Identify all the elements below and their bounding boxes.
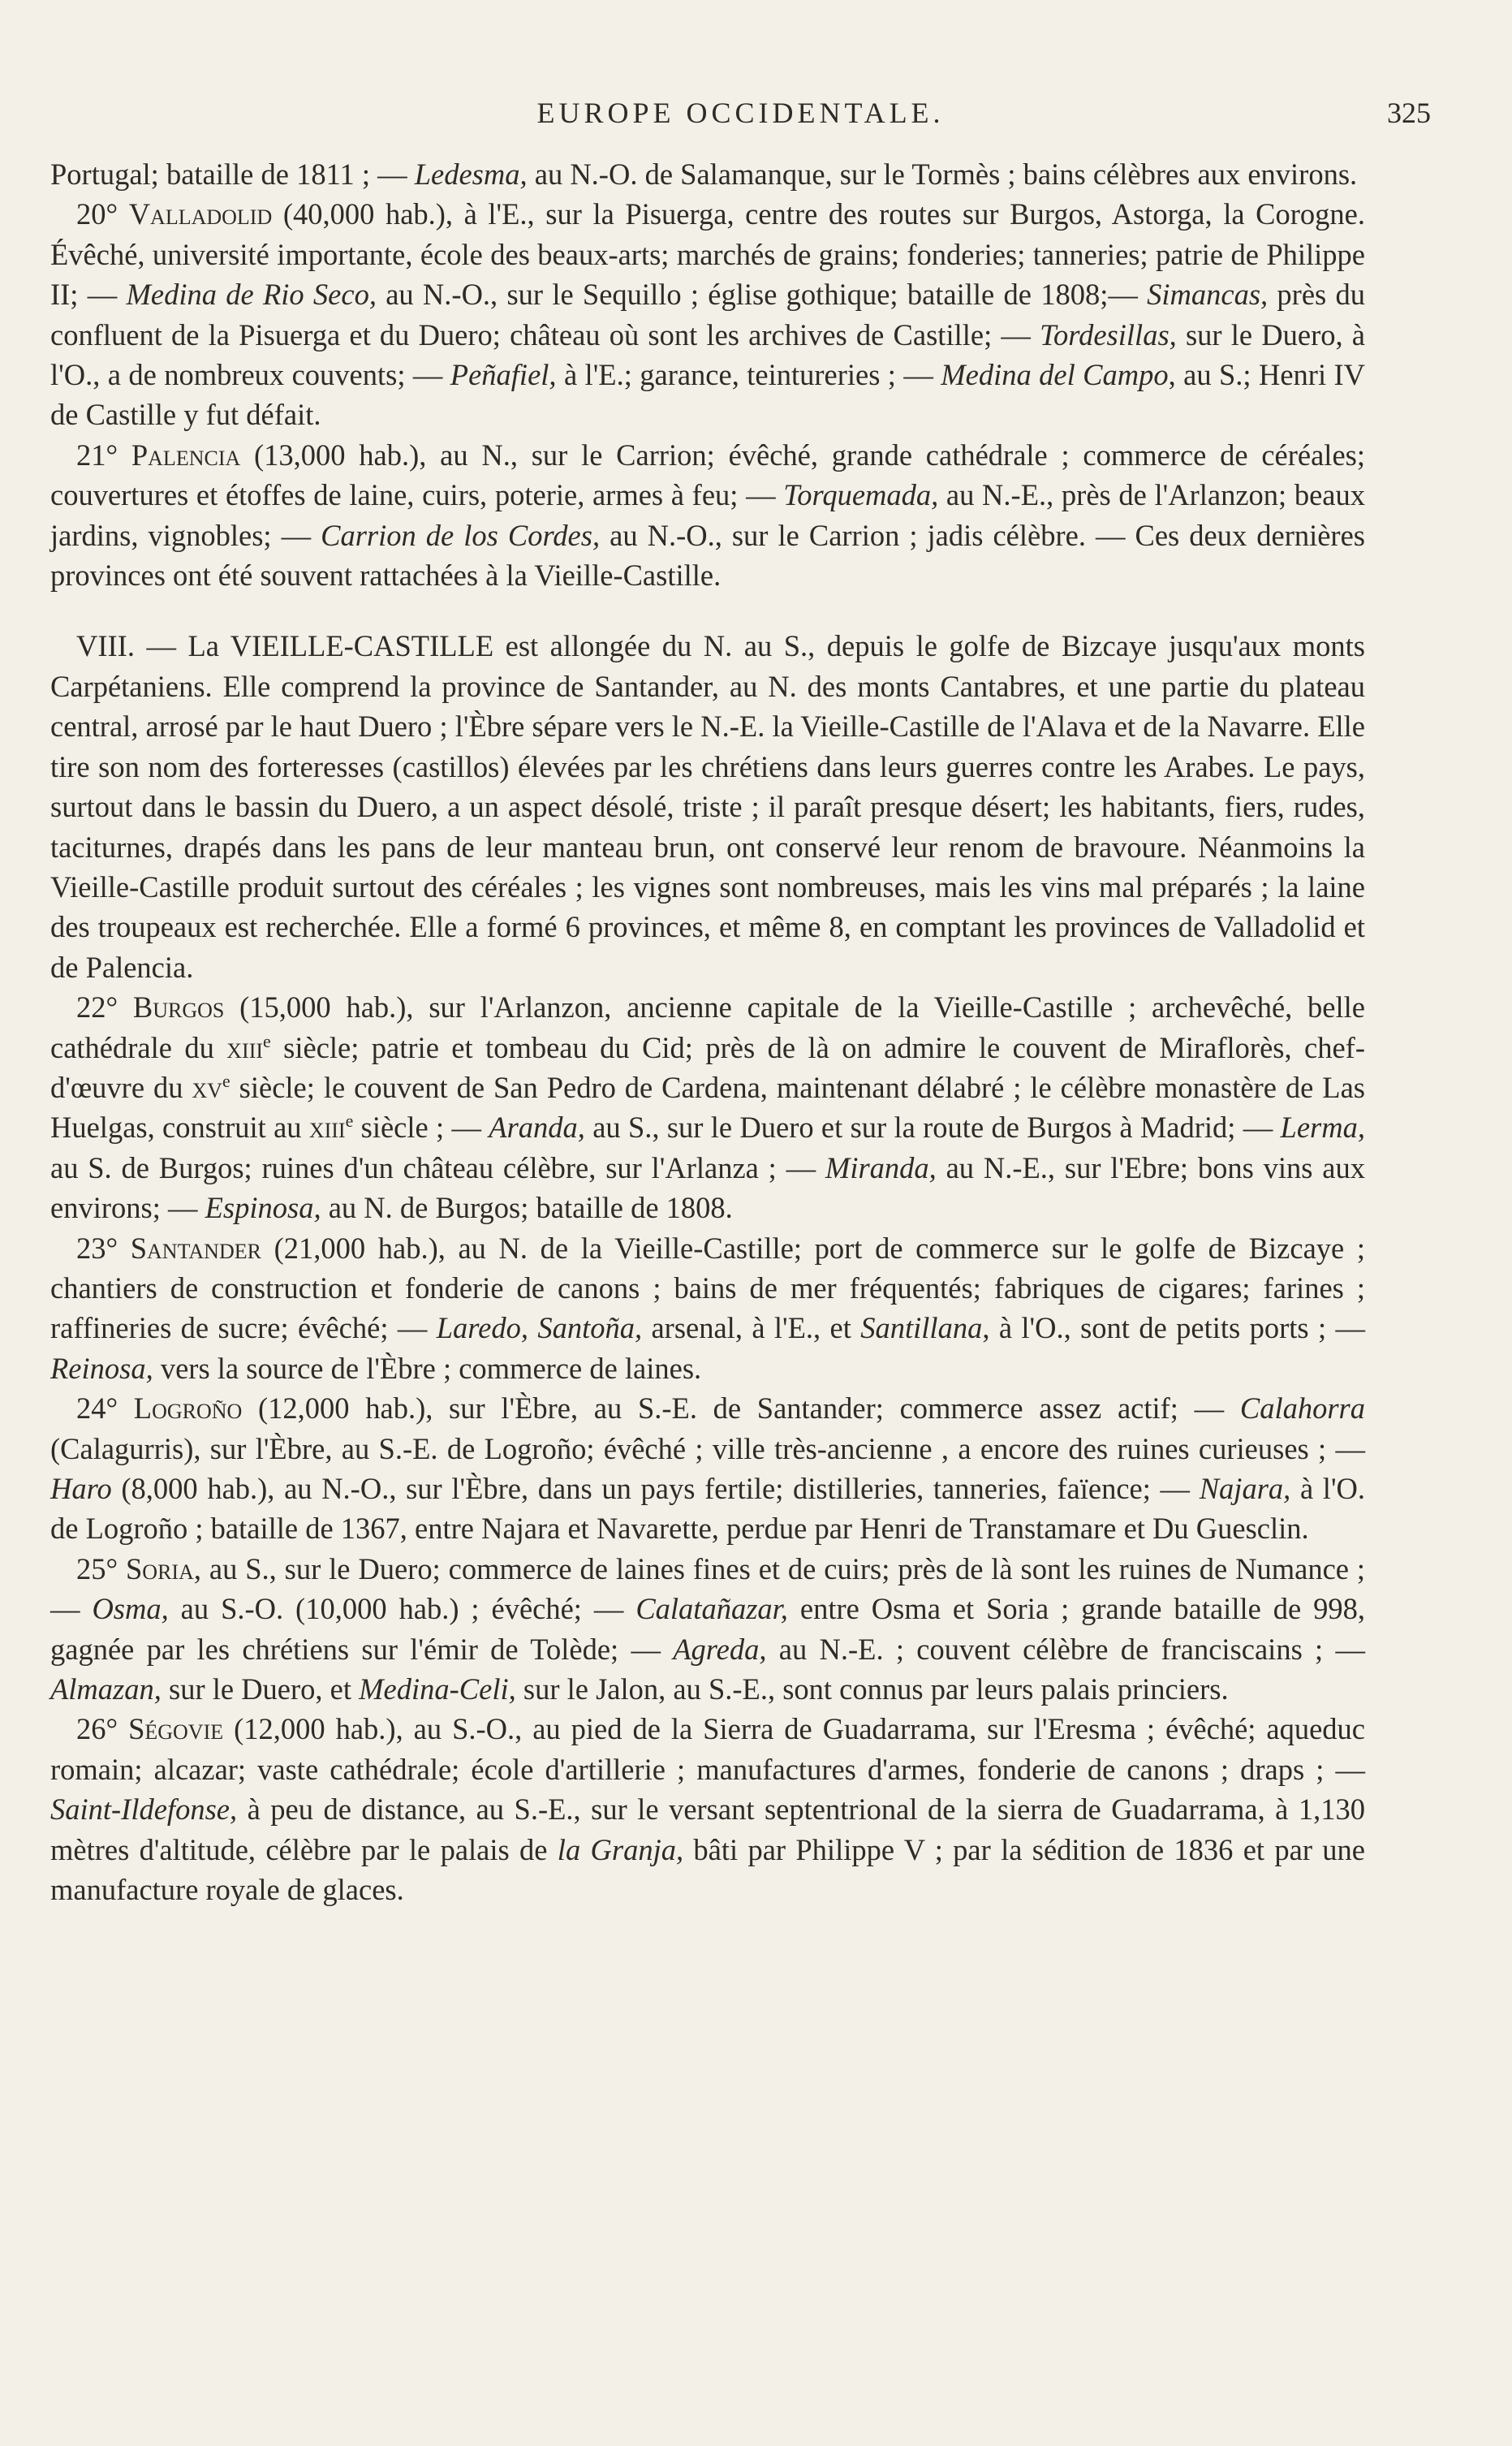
text-run: , à l'O., sont de petits ports ; —	[982, 1311, 1365, 1345]
place-name: Saint-Ildefonse,	[50, 1792, 238, 1827]
paragraph-p-26-segovie	[50, 1709, 1365, 1909]
place-name: Calatañazar,	[635, 1592, 788, 1626]
place-name: Medina del Campo	[941, 358, 1169, 392]
page-number: 325	[1387, 97, 1431, 129]
text-run: bâti par Philippe V ; par la sédition de 1836 et par une manufacture royale de glaces.	[50, 1832, 1365, 1907]
text-run: (15,000 hab.), sur l'Arlanzon, ancienne capitale de la Vieille-Castille ; archevêché, belle cathédrale du	[50, 990, 1365, 1064]
province-name: Burgos	[132, 990, 225, 1025]
text-run: à l'O. de Logroño ; bataille de 1367, entre Najara et Navarette, perdue par Henri de Transtamare et Du Guesclin.	[50, 1472, 1366, 1546]
text-run: siècle; patrie et tombeau du Cid; près de là on admire le couvent de Miraflorès, chef-d'œuvre du	[50, 1030, 1365, 1104]
text-run: 23°	[76, 1231, 131, 1265]
paragraph-p-22-burgos	[50, 987, 1365, 1227]
text-run: 25°	[76, 1551, 126, 1585]
place-name: Agreda,	[673, 1632, 767, 1666]
text-run: au S., sur le Duero et sur la route de Burgos à Madrid; —	[584, 1111, 1281, 1145]
text-run: 26°	[76, 1712, 129, 1746]
text-run: 21°	[76, 438, 131, 472]
place-name: Santillana	[860, 1311, 983, 1345]
text-run: arsenal, à l'E., et	[642, 1311, 861, 1345]
paragraph-p-23-santander	[50, 1228, 1365, 1389]
text-run: (Calagurris), sur l'Èbre, au S.-E. de Logroño; évêché ; ville très-ancienne , a encore des ruines curieuses ; —	[50, 1431, 1365, 1465]
text-run: au N.-E., près de l'Arlanzon; beaux jardins, vignobles; —	[50, 478, 1366, 552]
text-run: (21,000 hab.), au N. de la Vieille-Castille; port de commerce sur le golfe de Bizcaye ; chantiers de construction et fonderie de canons ; bains de mer fréquentés; fabriques de cigares; farines ; raffineries de sucre; évêché; —	[50, 1231, 1365, 1345]
text-run: siècle ; —	[353, 1111, 489, 1145]
place-name: Medina de Rio Seco,	[126, 278, 377, 312]
paragraph-p-20-valladolid	[50, 194, 1365, 434]
place-name: Calahorra	[1239, 1391, 1365, 1426]
text-run: (12,000 hab.), sur l'Èbre, au S.-E. de Santander; commerce assez actif; —	[242, 1391, 1240, 1426]
text-run: Portugal; bataille de 1811 ; —	[50, 157, 415, 191]
text-run: (40,000 hab.), à l'E., sur la Pisuerga, centre des routes sur Burgos, Astorga, la Corogne. Évêché, université importante, école des beaux-arts; marchés de grains; fonderies; tanneries; patrie de Philippe II; —	[50, 197, 1365, 312]
text-run: 20°	[76, 197, 129, 231]
place-name: Peñafiel,	[450, 358, 557, 392]
province-name: xiii	[226, 1030, 264, 1064]
text-run: au N.-E. ; couvent célèbre de franciscains ; —	[766, 1632, 1365, 1666]
province-name: Ségovie	[128, 1712, 224, 1746]
place-name: Haro	[50, 1472, 112, 1505]
paragraph-p-25-soria	[50, 1549, 1365, 1710]
paragraph-p-21-palencia	[50, 435, 1365, 596]
place-name: Osma,	[92, 1592, 169, 1626]
text-run: à l'E.; garance, teintureries ; —	[556, 358, 941, 392]
paragraph-p-24-logrono	[50, 1388, 1365, 1549]
text-run: au N. de Burgos; bataille de 1808.	[321, 1191, 733, 1225]
place-name: Aranda,	[489, 1111, 585, 1145]
place-name: Torquemada,	[783, 478, 939, 512]
province-name: Logroño	[133, 1391, 243, 1426]
text-run: au S. de Burgos; ruines d'un château célèbre, sur l'Arlanza ; —	[50, 1150, 825, 1184]
place-name: Najara,	[1199, 1472, 1291, 1505]
province-name: Soria	[126, 1551, 194, 1585]
province-name: Palencia	[131, 438, 241, 472]
body-text	[50, 154, 1365, 1909]
province-name: xv	[192, 1070, 222, 1104]
place-name: Laredo, Santoña,	[436, 1311, 643, 1345]
text-run: (13,000 hab.), au N., sur le Carrion; évêché, grande cathédrale ; commerce de céréales; couvertures et étoffes de laine, cuirs, poterie, armes à feu; —	[50, 438, 1365, 512]
text-run: , au S.; Henri IV de Castille y fut défait.	[50, 358, 1366, 432]
place-name: Miranda,	[825, 1150, 937, 1184]
paragraph-p-portugal-cont	[50, 154, 1365, 194]
text-run: au N.-O., sur le Sequillo ; église gothique; bataille de 1808;—	[376, 278, 1148, 312]
place-name: Carrion de los Cordes,	[321, 518, 601, 552]
text-run: sur le Jalon, au S.-E., sont connus par leurs palais princiers.	[515, 1672, 1229, 1706]
text-run: VIII. — La VIEILLE-CASTILLE est allongée du N. au S., depuis le golfe de Bizcaye jusqu'aux monts Carpétaniens. Elle comprend la province de Santander, au N. des monts Cantabres, et une partie du plateau central, arrosé par le haut Duero ; l'Èbre sépare vers le N.-E. la Vieille-Castille de l'Alava et de la Navarre. Elle tire son nom des forteresses (castillos) élevées par les chrétiens dans leurs guerres contre les Arabes. Le pays, surtout dans le bassin du Duero, a un aspect désolé, triste ; il paraît presque désert; les habitants, fiers, rudes, taciturnes, drapés dans les pans de leur manteau brun, ont conservé leur renom de bravoure. Néanmoins la Vieille-Castille produit surtout des céréales ; les vignes sont nombreuses, mais les vins mal préparés ; la laine des troupeaux est recherchée. Elle a formé 6 provinces, et même 8, en comptant les provinces de Valladolid et de Palencia.	[50, 629, 1365, 984]
place-name: Lerma,	[1280, 1111, 1365, 1145]
text-run: , au S., sur le Duero; commerce de laines fines et de cuirs; près de là sont les ruines de Numance ; —	[50, 1551, 1365, 1626]
text-run: (8,000 hab.), au N.-O., sur l'Èbre, dans un pays fertile; distilleries, tanneries, faïence; —	[111, 1472, 1200, 1505]
text-run: entre Osma et Soria ; grande bataille de 998, gagnée par les chrétiens sur l'émir de Tolède; —	[50, 1592, 1365, 1666]
place-name: Reinosa,	[50, 1351, 153, 1385]
province-name: xiii	[308, 1111, 346, 1145]
text-run: sur le Duero, à l'O., a de nombreux couvents; —	[50, 317, 1365, 392]
text-run: vers la source de l'Èbre ; commerce de laines.	[153, 1351, 702, 1385]
text-run: à peu de distance, au S.-E., sur le versant septentrional de la sierra de Guadarrama, à 1,130 mètres d'altitude, célèbre par le palais de	[50, 1792, 1365, 1866]
place-name: Almazan,	[50, 1672, 162, 1706]
province-name: Santander	[130, 1231, 261, 1265]
text-run: au N.-O., sur le Carrion ; jadis célèbre. — Ces deux dernières provinces ont été souvent rattachées à la Vieille-Castille.	[50, 518, 1365, 593]
text-run: 24°	[76, 1391, 134, 1426]
paragraph-p-viii-vieille-castille	[50, 626, 1365, 987]
place-name: Espinosa,	[205, 1191, 321, 1225]
page-header	[50, 96, 1431, 145]
text-run: 22°	[76, 990, 133, 1025]
superscript: e	[263, 1030, 271, 1051]
place-name: Medina-Celi,	[359, 1672, 516, 1706]
place-name: Tordesillas,	[1040, 317, 1177, 352]
superscript: e	[222, 1070, 230, 1091]
place-name: la Granja,	[557, 1832, 684, 1866]
text-run: au N.-E., sur l'Ebre; bons vins aux environs; —	[50, 1150, 1365, 1225]
place-name: Simancas,	[1147, 278, 1269, 312]
text-run: au S.-O. (10,000 hab.) ; évêché; —	[168, 1592, 636, 1626]
running-title: EUROPE OCCIDENTALE.	[536, 97, 945, 129]
text-run: (12,000 hab.), au S.-O., au pied de la Sierra de Guadarrama, sur l'Eresma ; évêché; aqueduc romain; alcazar; vaste cathédrale; école d'artillerie ; manufactures d'armes, fonderie de canons ; draps ; —	[50, 1712, 1365, 1786]
text-run: siècle; le couvent de San Pedro de Cardena, maintenant délabré ; le célèbre monastère de Las Huelgas, construit au	[50, 1070, 1365, 1145]
text-run: au N.-O. de Salamanque, sur le Tormès ; bains célèbres aux environs.	[527, 157, 1358, 191]
province-name: Valladolid	[128, 197, 273, 231]
place-name: Ledesma,	[414, 157, 528, 191]
text-run: près du confluent de la Pisuerga et du Duero; château où sont les archives de Castille; —	[50, 278, 1365, 352]
superscript: e	[345, 1111, 354, 1132]
text-run: sur le Duero, et	[161, 1672, 360, 1706]
